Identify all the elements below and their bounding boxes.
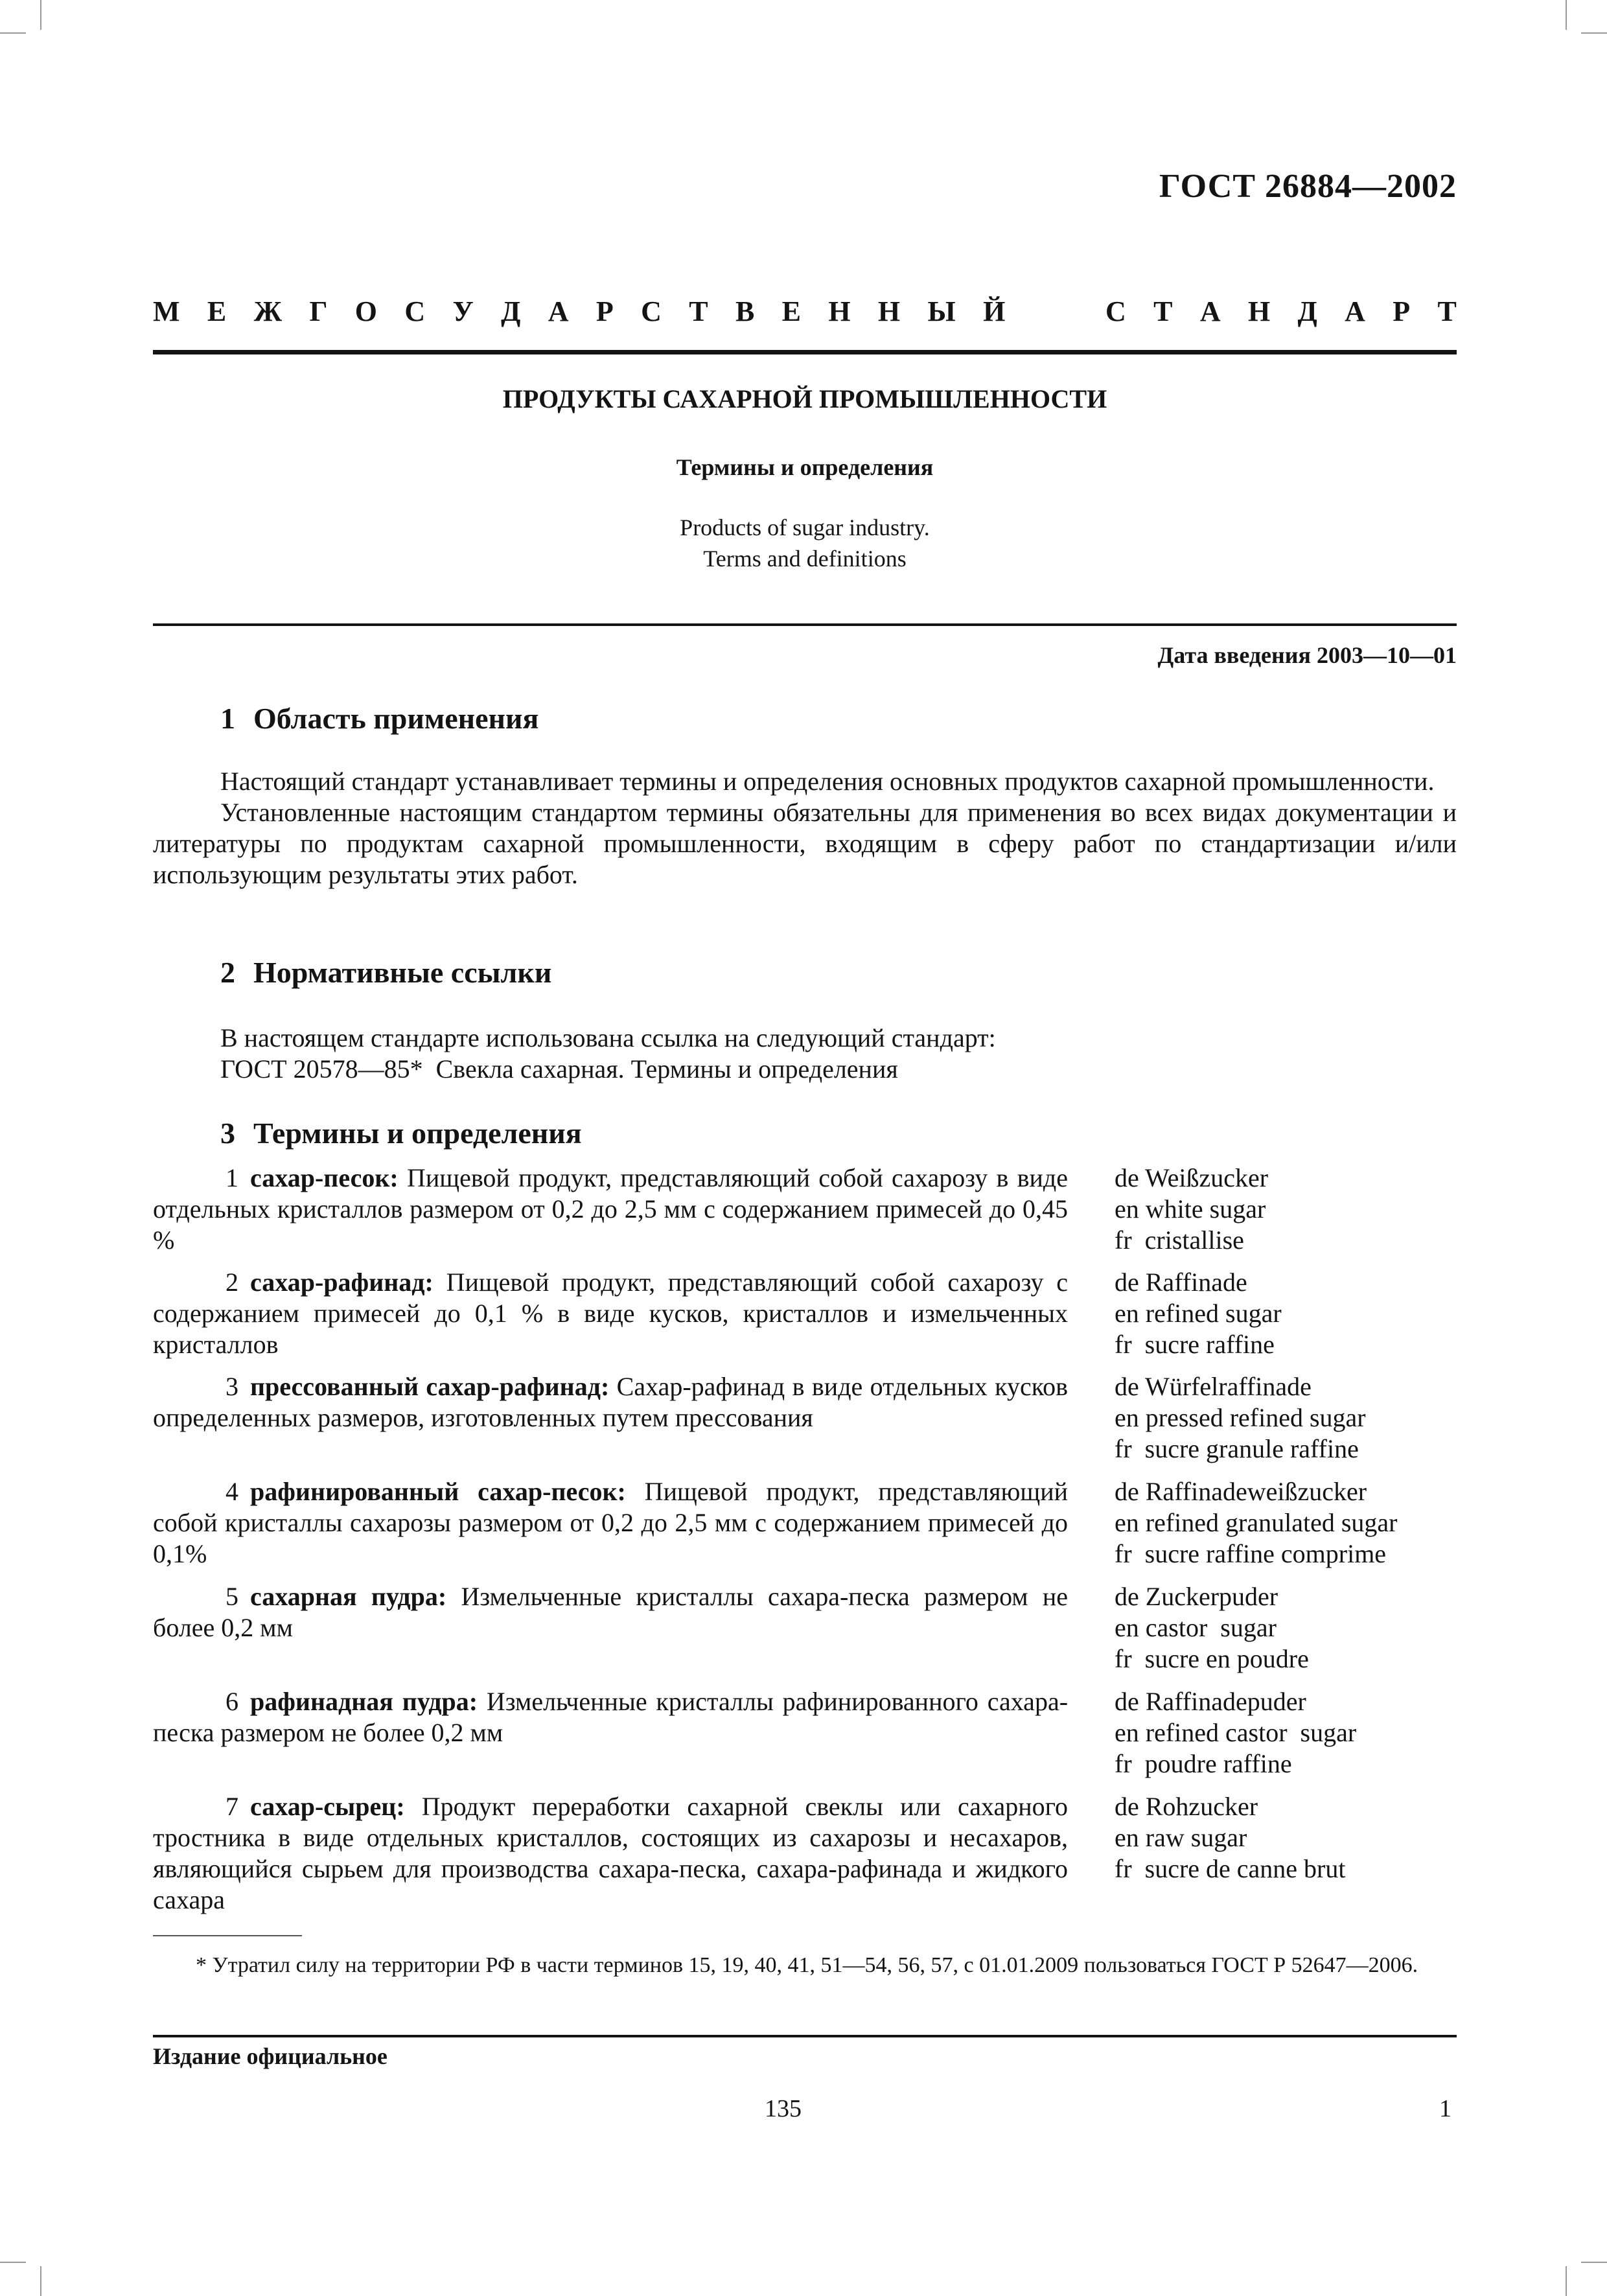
term-definition	[153, 1581, 1068, 1643]
term-number: 2	[225, 1268, 238, 1297]
heading-letter: Т	[1153, 296, 1173, 327]
english-title-line2: Terms and definitions	[703, 546, 907, 572]
equivalent-en: en white sugar	[1115, 1194, 1266, 1223]
term-number: 5	[225, 1582, 238, 1611]
equivalent-fr: fr cristallise	[1115, 1225, 1244, 1255]
equivalent-de: de Raffinade	[1115, 1268, 1247, 1297]
section-heading-3	[220, 1116, 582, 1150]
term-name: сахар-песок:	[250, 1163, 399, 1192]
foreign-equivalents	[1115, 1267, 1282, 1360]
section-1-body	[153, 766, 1457, 890]
document-subtitle: Термины и определения	[676, 454, 934, 480]
crop-mark-bottom-left-h	[0, 2262, 26, 2263]
footnote: * Утратил силу на территории РФ в части терминов 15, 19, 40, 41, 51—54, 56, 57, с 01.01.2009 пользоваться ГОСТ Р 52647—2006.	[196, 1953, 1418, 1977]
term-number: 3	[225, 1372, 238, 1401]
heading-letter: А	[1199, 296, 1221, 327]
term-number: 4	[225, 1477, 238, 1506]
crop-mark-top-right-v	[1566, 0, 1567, 30]
normative-references	[220, 1023, 996, 1085]
heading-letter: Г	[309, 296, 328, 327]
term-definition	[153, 1267, 1068, 1360]
document-title: ПРОДУКТЫ САХАРНОЙ ПРОМЫШЛЕННОСТИ	[502, 384, 1107, 413]
term-name: сахар-рафинад:	[250, 1268, 434, 1297]
heading-letter: С	[404, 296, 426, 327]
heading-letter: Е	[781, 296, 801, 327]
heading-letter: У	[452, 296, 474, 327]
heading-letter: Р	[595, 296, 614, 327]
term-name: сахар-сырец:	[250, 1792, 405, 1821]
crop-mark-top-left-v	[40, 0, 41, 30]
term-text: Пищевой продукт, представляющий собой сахарозу в виде отдельных кристаллов размером от 0,2 до 2,5 мм с содержанием примесей до 0,45 %	[153, 1163, 1069, 1255]
heading-letter: М	[153, 296, 180, 327]
term-definition	[153, 1476, 1068, 1570]
section-heading-1	[220, 701, 538, 736]
heading-letter: Ж	[253, 296, 283, 327]
term-text: Измельченные кристаллы сахара-песка размером не более 0,2 мм	[153, 1582, 1068, 1642]
foreign-equivalents	[1115, 1686, 1356, 1780]
footer-rule	[153, 2035, 1457, 2037]
term-name: рафинадная пудра:	[250, 1687, 478, 1716]
equivalent-de: de Zuckerpuder	[1115, 1582, 1278, 1611]
heading-letter: Т	[689, 296, 708, 327]
crop-mark-bottom-right-h	[1581, 2262, 1607, 2263]
term-text: Сахар-рафинад в виде отдельных кусков определенных размеров, изготовленных путем прессования	[153, 1372, 1068, 1432]
term-text: Измельченные кристаллы рафинированного сахара-песка размером не более 0,2 мм	[153, 1687, 1069, 1747]
equivalent-fr: fr sucre de canne brut	[1115, 1854, 1346, 1883]
heading-letter: В	[735, 296, 755, 327]
heading-letter: Н	[1247, 296, 1271, 327]
crop-mark-bottom-left-v	[40, 2266, 41, 2296]
heading-letter: Н	[828, 296, 851, 327]
equivalent-fr: fr sucre raffine comprime	[1115, 1539, 1387, 1568]
foreign-equivalents	[1115, 1371, 1366, 1465]
crop-mark-top-left-h	[0, 32, 26, 34]
section-number: 2	[220, 956, 235, 989]
introduction-date: Дата введения 2003—10—01	[1157, 642, 1457, 668]
foreign-equivalents	[1115, 1581, 1309, 1675]
heading-letter: Е	[207, 296, 227, 327]
footnote-separator	[153, 1935, 302, 1936]
header-rule	[153, 350, 1457, 354]
term-text: Продукт переработки сахарной свеклы или сахарного тростника в виде отдельных кристаллов, состоящих из сахарозы и несахаров, являющийся сырьем для производства сахара-песка, сахара-рафинада и жидкого сахара	[153, 1792, 1069, 1914]
equivalent-de: de Würfelraffinade	[1115, 1372, 1312, 1401]
heading-letter: С	[1105, 296, 1126, 327]
section-title: Область применения	[253, 702, 539, 735]
document-number: ГОСТ 26884—2002	[1159, 168, 1457, 205]
term-text: Пищевой продукт, представляющий собой сахарозу с содержанием примесей до 0,1 % в виде кусков, кристаллов и измельченных кристаллов	[153, 1268, 1069, 1359]
sheet-number: 1	[1439, 2095, 1451, 2122]
crop-mark-bottom-right-v	[1566, 2266, 1567, 2296]
heading-letter: А	[548, 296, 569, 327]
term-definition	[153, 1791, 1068, 1916]
term-name: сахарная пудра:	[250, 1582, 447, 1611]
heading-letter: Ы	[927, 296, 956, 327]
heading-letter: Д	[1297, 296, 1317, 327]
heading-letter: Т	[1437, 296, 1457, 327]
paragraph: Установленные настоящим стандартом термины обязательны для применения во всех видах документации и литературы по продуктам сахарной промышленности, входящим в сферу работ по стандартизации и/или использующим результаты этих работ.	[153, 798, 1457, 889]
heading-letter: Й	[983, 296, 1006, 327]
equivalent-de: de Raffinadepuder	[1115, 1687, 1306, 1716]
reference-item: ГОСТ 20578—85* Свекла сахарная. Термины и определения	[220, 1054, 898, 1084]
foreign-equivalents	[1115, 1163, 1268, 1256]
foreign-equivalents	[1115, 1791, 1345, 1884]
title-rule	[153, 623, 1457, 626]
heading-letter: Р	[1393, 296, 1411, 327]
equivalent-fr: fr sucre granule raffine	[1115, 1434, 1359, 1463]
section-heading-2	[220, 955, 551, 990]
crop-mark-top-right-h	[1581, 32, 1607, 34]
term-definition	[153, 1686, 1068, 1748]
equivalent-de: de Rohzucker	[1115, 1792, 1258, 1821]
english-title	[153, 512, 1457, 574]
term-name: прессованный сахар-рафинад:	[250, 1372, 610, 1401]
equivalent-en: en castor sugar	[1115, 1613, 1277, 1642]
equivalent-en: en refined sugar	[1115, 1299, 1282, 1328]
term-number: 7	[225, 1792, 238, 1821]
foreign-equivalents	[1115, 1476, 1397, 1570]
equivalent-en: en raw sugar	[1115, 1823, 1247, 1852]
term-definition	[153, 1163, 1068, 1256]
section-title: Нормативные ссылки	[253, 956, 552, 989]
heading-letter: Н	[877, 296, 901, 327]
term-definition	[153, 1371, 1068, 1433]
equivalent-fr: fr poudre raffine	[1115, 1749, 1292, 1778]
page-number: 135	[765, 2095, 802, 2122]
equivalent-en: en pressed refined sugar	[1115, 1403, 1366, 1432]
heading-letter: Д	[501, 296, 521, 327]
equivalent-de: de Raffinadeweißzucker	[1115, 1477, 1367, 1506]
term-number: 6	[225, 1687, 238, 1716]
heading-letter: О	[354, 296, 378, 327]
standard-type-heading	[153, 295, 1457, 328]
term-name: рафинированный сахар-песок:	[250, 1477, 626, 1506]
equivalent-en: en refined castor sugar	[1115, 1718, 1357, 1747]
equivalent-fr: fr sucre raffine	[1115, 1330, 1275, 1359]
equivalent-en: en refined granulated sugar	[1115, 1508, 1398, 1537]
equivalent-de: de Weißzucker	[1115, 1163, 1269, 1192]
reference-intro: В настоящем стандарте использована ссылка на следующий стандарт:	[220, 1023, 996, 1052]
term-number: 1	[225, 1163, 238, 1192]
paragraph: Настоящий стандарт устанавливает термины и определения основных продуктов сахарной промышленности.	[220, 767, 1435, 796]
edition-label: Издание официальное	[153, 2043, 387, 2069]
heading-letter: С	[641, 296, 662, 327]
term-text: Пищевой продукт, представляющий собой кристаллы сахарозы размером от 0,2 до 2,5 мм с содержанием примесей до 0,1%	[153, 1477, 1069, 1568]
section-number: 1	[220, 702, 235, 735]
section-number: 3	[220, 1117, 235, 1150]
heading-letter: А	[1345, 296, 1365, 327]
equivalent-fr: fr sucre en poudre	[1115, 1644, 1309, 1673]
english-title-line1: Products of sugar industry.	[680, 515, 930, 540]
section-title: Термины и определения	[253, 1117, 582, 1150]
